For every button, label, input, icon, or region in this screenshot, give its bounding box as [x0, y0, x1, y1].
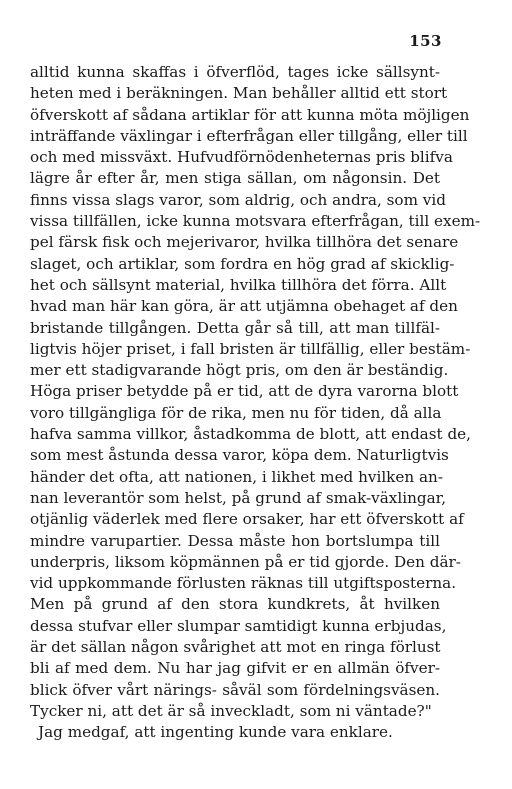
text-line: Höga priser betydde på er tid, att de dyra varorna blott	[30, 382, 459, 401]
text-line: Men på grund af den stora kundkrets, åt hvilken	[30, 595, 440, 614]
text-line: vid uppkommande förlusten räknas till utgiftsposterna.	[30, 574, 457, 593]
text-line: inträffande växlingar i efterfrågan eller tillgång, eller till	[30, 126, 468, 145]
text-line: Jag medgaf, att ingenting kunde vara enklare.	[38, 723, 393, 742]
text-line: är det sällan någon svårighet att mot en ringa förlust	[30, 638, 441, 657]
text-line: dessa stufvar eller slumpar samtidigt kunna erbjudas,	[30, 616, 447, 635]
text-line: slaget, och artiklar, som fordra en hög grad af skicklig-	[30, 254, 455, 273]
text-line: voro tillgängliga för de rika, men nu för tiden, då alla	[30, 403, 442, 422]
text-line: underpris, liksom köpmännen på er tid gjorde. Den där-	[30, 552, 461, 571]
text-line: öfverskott af sådana artiklar för att kunna möta möjligen	[30, 105, 470, 124]
body-text	[30, 62, 481, 744]
text-line: het och sällsynt material, hvilka tillhöra det förra. Allt	[30, 275, 447, 294]
text-line: och med missväxt. Hufvudförnödenheternas pris blifva	[30, 148, 453, 167]
text-line: blick öfver vårt närings- såväl som fördelningsväsen.	[30, 680, 440, 699]
text-line: hvad man här kan göra, är att utjämna obehaget af den	[30, 297, 458, 316]
text-line: heten med i beräkningen. Man behåller alltid ett stort	[30, 84, 448, 103]
text-line: mindre varupartier. Dessa måste hon bortslumpa till	[30, 531, 440, 550]
text-line: händer det ofta, att nationen, i likhet med hvilken an-	[30, 467, 443, 486]
text-line: ligtvis höjer priset, i fall bristen är tillfällig, eller bestäm-	[30, 339, 471, 358]
text-line: otjänlig väderlek med flere orsaker, har ett öfverskott af	[30, 510, 464, 529]
text-line: lägre år efter år, men stiga sällan, om någonsin. Det	[30, 169, 440, 188]
text-line: vissa tillfällen, icke kunna motsvara efterfrågan, till exem-	[30, 212, 481, 231]
text-line: mer ett stadigvarande högt pris, om den är beständig.	[30, 361, 449, 380]
text-line: bli af med dem. Nu har jag gifvit er en allmän öfver-	[30, 659, 440, 678]
text-line: alltid kunna skaffas i öfverflöd, tages icke sällsynt-	[30, 63, 440, 81]
text-line: bristande tillgången. Detta går så till, att man tillfäl-	[30, 318, 440, 337]
text-line: finns vissa slags varor, som aldrig, och andra, som vid	[30, 190, 446, 209]
page-number: 153	[409, 32, 442, 50]
text-line: hafva samma villkor, åstadkomma de blott, att endast de,	[30, 425, 471, 444]
text-line: som mest åstunda dessa varor, köpa dem. Naturligtvis	[30, 446, 449, 465]
text-line: pel färsk fisk och mejerivaror, hvilka tillhöra det senare	[30, 233, 459, 252]
text-line: nan leverantör som helst, på grund af smak-växlingar,	[30, 488, 447, 507]
text-line: Tycker ni, att det är så inveckladt, som ni väntade?"	[30, 701, 432, 720]
